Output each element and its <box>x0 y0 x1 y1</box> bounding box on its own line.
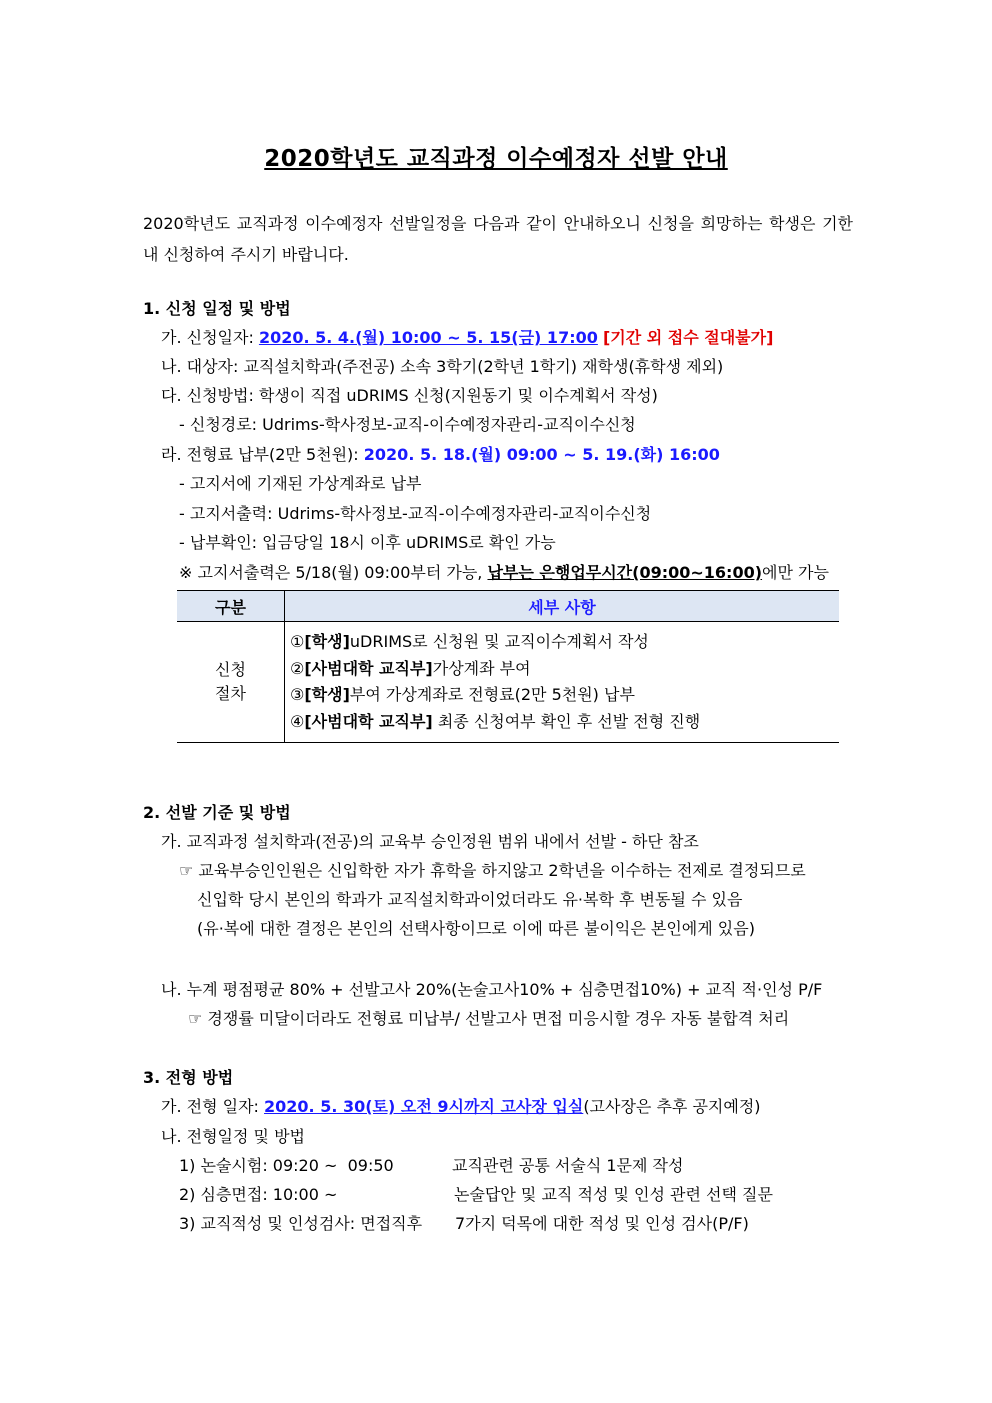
fee-sub-line-2: - 고지서출력: Udrims-학사정보-교직-이수예정자관리-교직이수신청 <box>179 504 652 523</box>
step-text: 부여 가상계좌로 전형료(2만 5천원) 납부 <box>349 685 635 704</box>
step-tag: [학생] <box>304 632 350 651</box>
procedure-table <box>177 590 839 743</box>
disqualification-note: ☞ 경쟁률 미달이더라도 전형료 미납부/ 선발고사 면접 미응시할 경우 자동 불합격 처리 <box>188 1009 790 1028</box>
fee-payment-date: 2020. 5. 18.(월) 09:00 ~ 5. 19.(화) 16:00 <box>363 445 720 464</box>
payment-notice-pre: ※ 고지서출력은 5/18(월) 09:00부터 가능, <box>179 563 488 582</box>
fee-payment-label: 라. 전형료 납부(2만 5천원): <box>161 445 364 464</box>
step-tag: [학생] <box>304 685 350 704</box>
section-1-heading: 1. 신청 일정 및 방법 <box>143 299 291 318</box>
step-text: 최종 신청여부 확인 후 선발 전형 진행 <box>432 711 701 731</box>
payment-notice <box>179 562 829 584</box>
exam-schedule-heading: 나. 전형일정 및 방법 <box>161 1127 305 1146</box>
payment-notice-post: 에만 가능 <box>762 563 829 582</box>
exam-item-name: 2) 심층면접: 10:00 ~ <box>179 1185 338 1204</box>
step-tag: [사범대학 교직부] <box>304 711 433 731</box>
quota-note-line-2: 신입학 당시 본인의 학과가 교직설치학과이었더라도 유·복학 후 변동될 수 있음 <box>197 890 743 909</box>
step-tag: [사범대학 교직부] <box>304 658 433 678</box>
procedure-step <box>290 682 839 709</box>
column-header-details: 세부 사항 <box>285 591 840 622</box>
step-number: ① <box>290 632 305 651</box>
application-period-label: 가. 신청일자: <box>161 328 259 347</box>
step-text: 가상계좌 부여 <box>432 658 531 678</box>
exam-date-value: 2020. 5. 30(토) 오전 9시까지 고사장 입실 <box>264 1097 584 1116</box>
selection-quota-line: 가. 교직과정 설치학과(전공)의 교육부 승인정원 범위 내에서 선발 - 하단 참조 <box>161 832 699 851</box>
procedure-table-row <box>177 622 839 743</box>
step-number: ③ <box>290 685 305 704</box>
quota-note-line-1: ☞ 교육부승인인원은 신입학한 자가 휴학을 하지않고 2학년을 이수하는 전제로 결정되므로 <box>179 861 806 880</box>
column-header-category: 구분 <box>177 591 285 622</box>
fee-payment-line <box>161 444 720 466</box>
section-2-heading: 2. 선발 기준 및 방법 <box>143 803 291 822</box>
intro-paragraph: 2020학년도 교직과정 이수예정자 선발일정을 다음과 같이 안내하오니 신청을 희망하는 학생은 기한 내 신청하여 주시기 바랍니다. <box>143 214 853 264</box>
fee-sub-line-3: - 납부확인: 입금당일 18시 이후 uDRIMS로 확인 가능 <box>179 533 556 552</box>
row-label-line-2: 절차 <box>215 684 246 703</box>
quota-note-line-3: (유·복에 대한 결정은 본인의 선택사항이므로 이에 따른 불이익은 본인에게 있음) <box>197 919 755 938</box>
exam-item-desc: 교직관련 공통 서술식 1문제 작성 <box>452 1156 684 1175</box>
payment-notice-hours: 납부는 은행업무시간(09:00~16:00) <box>487 563 763 582</box>
exam-date-label: 가. 전형 일자: <box>161 1097 265 1116</box>
exam-item-desc: 논술답안 및 교직 적성 및 인성 관련 선택 질문 <box>454 1185 773 1204</box>
application-path-line: - 신청경로: Udrims-학사정보-교직-이수예정자관리-교직이수신청 <box>179 415 636 434</box>
page-title: 2020학년도 교직과정 이수예정자 선발 안내 <box>264 146 728 172</box>
exam-item-name: 3) 교직적성 및 인성검사: 면접직후 <box>179 1214 423 1233</box>
procedure-step <box>290 709 839 736</box>
exam-item-desc: 7가지 덕목에 대한 적성 및 인성 검사(P/F) <box>455 1214 749 1233</box>
exam-date-line <box>161 1096 761 1118</box>
fee-sub-line-1: - 고지서에 기재된 가상계좌로 납부 <box>179 474 422 493</box>
application-period-date: 2020. 5. 4.(월) 10:00 ~ 5. 15(금) 17:00 <box>258 328 598 347</box>
step-number: ② <box>290 658 305 678</box>
procedure-step <box>290 629 839 656</box>
procedure-table-header <box>177 591 839 622</box>
application-period-line <box>161 327 773 349</box>
eligibility-line: 나. 대상자: 교직설치학과(주전공) 소속 3학기(2학년 1학기) 재학생(휴학생 제외) <box>161 357 724 376</box>
section-3-heading: 3. 전형 방법 <box>143 1068 234 1087</box>
exam-item-name: 1) 논술시험: 09:20 ~ 09:50 <box>179 1156 394 1175</box>
row-label-line-1: 신청 <box>215 660 246 679</box>
exam-room-note: (고사장은 추후 공지예정) <box>583 1097 761 1116</box>
step-text: uDRIMS로 신청원 및 교직이수계획서 작성 <box>349 632 649 651</box>
deadline-warning: [기간 외 접수 절대불가] <box>602 328 774 347</box>
application-method-line: 다. 신청방법: 학생이 직접 uDRIMS 신청(지원동기 및 이수계획서 작성) <box>161 386 658 405</box>
step-number: ④ <box>290 711 305 731</box>
procedure-row-label <box>177 622 285 743</box>
selection-criteria-line: 나. 누계 평점평균 80% + 선발고사 20%(논술고사10% + 심층면접10%) + 교직 적·인성 P/F <box>161 980 823 999</box>
procedure-step <box>290 656 839 683</box>
procedure-steps <box>285 622 840 743</box>
